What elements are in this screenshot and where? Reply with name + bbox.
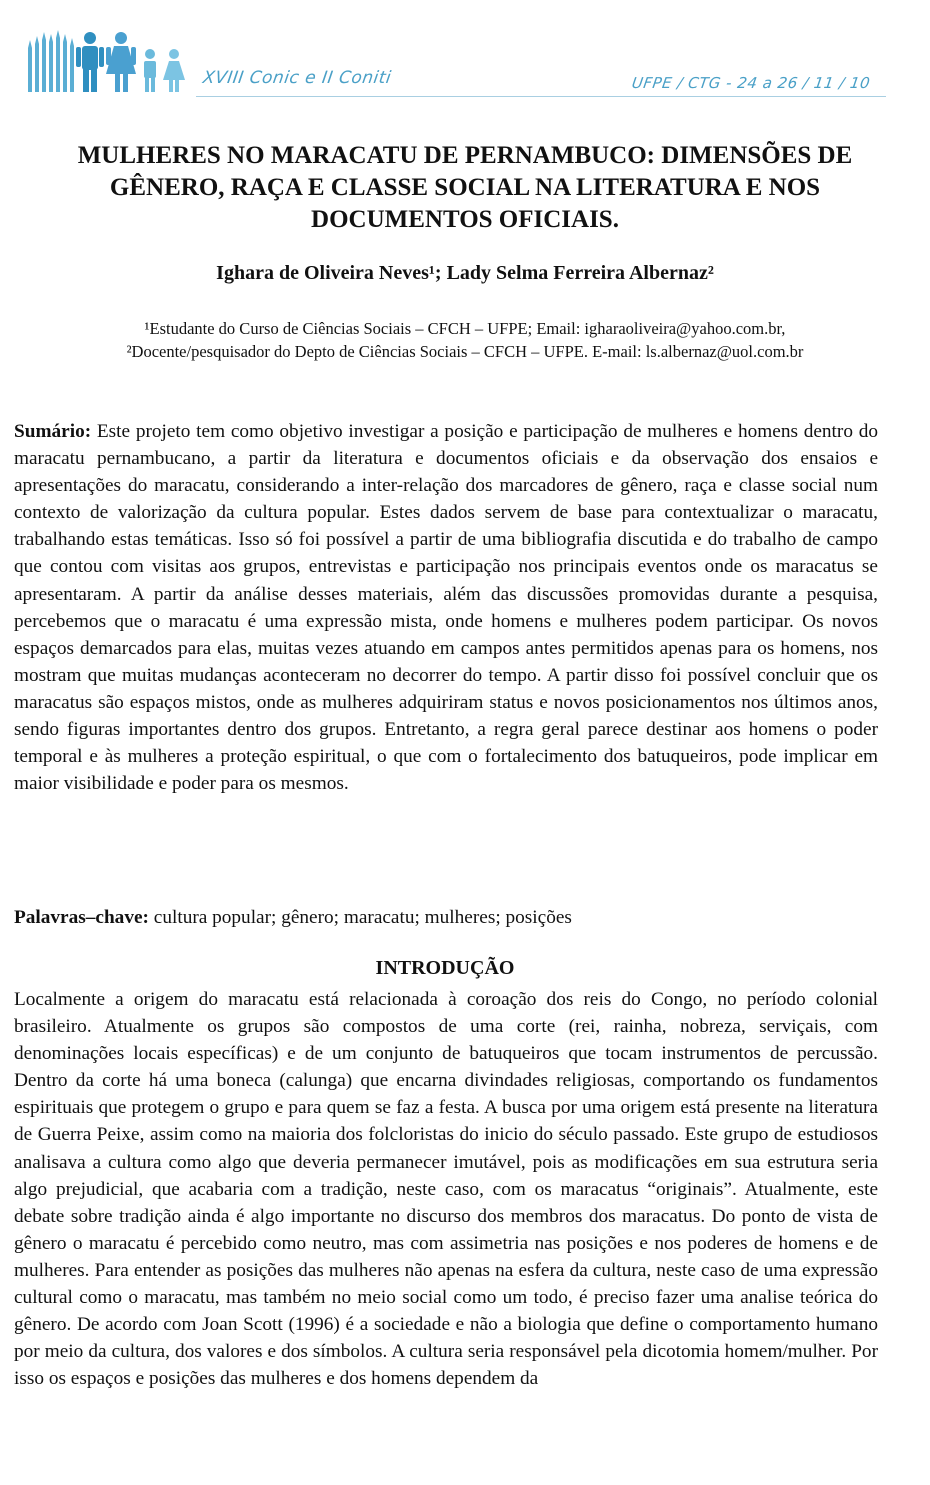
affiliations xyxy=(0,317,930,363)
affiliation-1: ¹Estudante do Curso de Ciências Sociais – CFCH – UFPE; Email: igharaoliveira@yahoo.com.br, xyxy=(144,319,786,338)
introduction-paragraph: Localmente a origem do maracatu está relacionada à coroação dos reis do Congo, no período colonial brasileiro. Atualmente os grupos são compostos de uma corte (rei, rainha, nobreza, serviçais, com denominações locais específicas) e de um conjunto de batuqueiros que tocam instrumentos de percussão. Dentro da corte há uma boneca (calunga) que encarna divindades religiosas, comportando os fundamentos espirituais que protegem o grupo e para quem se faz a festa. A busca por uma origem está presente na literatura de Guerra Peixe, assim como na maioria dos folcloristas do inicio do século passado. Este grupo de estudiosos analisava a cultura como algo que deveria permanecer imutável, pois as modificações em sua estrutura seria algo prejudicial, que acabaria com a tradição, neste caso, com os maracatus “originais”. Atualmente, este debate sobre tradição ainda é algo importante no discurso dos membros dos maracatus. Do ponto de vista de gênero o maracatu é percebido como neutro, mas com assimetria nas posições e nos poderes de homens e de mulheres. Para entender as posições das mulheres não apenas na esfera da cultura, neste caso de uma expressão cultural como o maracatu, mas também no meio social como um todo, é preciso fazer uma analise teórica do gênero. De acordo com Joan Scott (1996) é a sociedade e não a biologia que define o comportamento humano por meio da cultura, dos valores e dos símbolos. A cultura seria responsável pela dicotomia homem/mulher. Por isso os espaços e posições das mulheres e dos homens dependem da xyxy=(14,989,878,1390)
header-divider xyxy=(196,96,886,97)
summary-label: Sumário: xyxy=(14,421,92,442)
section-heading-introduction: INTRODUÇÃO xyxy=(375,957,515,979)
event-name: XVIII Conic e II Coniti xyxy=(201,68,393,88)
conic-logo-icon xyxy=(26,28,196,96)
paper-authors: Ighara de Oliveira Neves¹; Lady Selma Ferreira Albernaz² xyxy=(216,262,714,284)
event-dates: UFPE / CTG - 24 a 26 / 11 / 10 xyxy=(630,74,872,92)
page-header xyxy=(0,0,930,110)
affiliation-2: ²Docente/pesquisador do Depto de Ciências Sociais – CFCH – UFPE. E-mail: ls.albernaz@uol.com.br xyxy=(126,342,804,361)
paper-title: MULHERES NO MARACATU DE PERNAMBUCO: DIMENSÕES DE GÊNERO, RAÇA E CLASSE SOCIAL NA LITERATURA E NOS DOCUMENTOS OFICIAIS. xyxy=(77,142,853,233)
summary-paragraph xyxy=(14,418,878,797)
keywords-text: cultura popular; gênero; maracatu; mulheres; posições xyxy=(153,907,572,928)
keywords-paragraph xyxy=(14,904,878,931)
keywords-label: Palavras–chave: xyxy=(14,907,149,928)
summary-text: Este projeto tem como objetivo investigar a posição e participação de mulheres e homens dentro do maracatu pernambucano, a partir da literatura e documentos oficiais e da observação dos ensaios e apresentações do maracatu, considerando a inter-relação dos marcadores de gênero, raça e classe social num contexto de valorização da cultura popular. Estes dados servem de base para contextualizar o maracatu, trabalhando estas temáticas. Isso só foi possível a partir de uma bibliografia discutida e do trabalho de campo que contou com visitas aos grupos, entrevistas e participação nos principais eventos onde os maracatus se apresentaram. A partir da análise desses materiais, além das discussões promovidas durante a pesquisa, percebemos que o maracatu é uma expressão mista, onde homens e mulheres podem participar. Os novos espaços demarcados para elas, muitas vezes atuando em campos antes permitidos apenas para os homens, nos mostram que muitas mudanças aconteceram no decorrer do tempo. A partir disso foi possível concluir que os maracatus são espaços mistos, onde as mulheres adquiriram status e novos posicionamentos nos últimos anos, sendo figuras importantes dentro dos grupos. Entretanto, a regra geral parece destinar aos homens o poder temporal e às mulheres a proteção espiritual, o que com o fortalecimento dos batuqueiros, pode implicar em maior visibilidade e poder para os mesmos. xyxy=(14,421,878,795)
